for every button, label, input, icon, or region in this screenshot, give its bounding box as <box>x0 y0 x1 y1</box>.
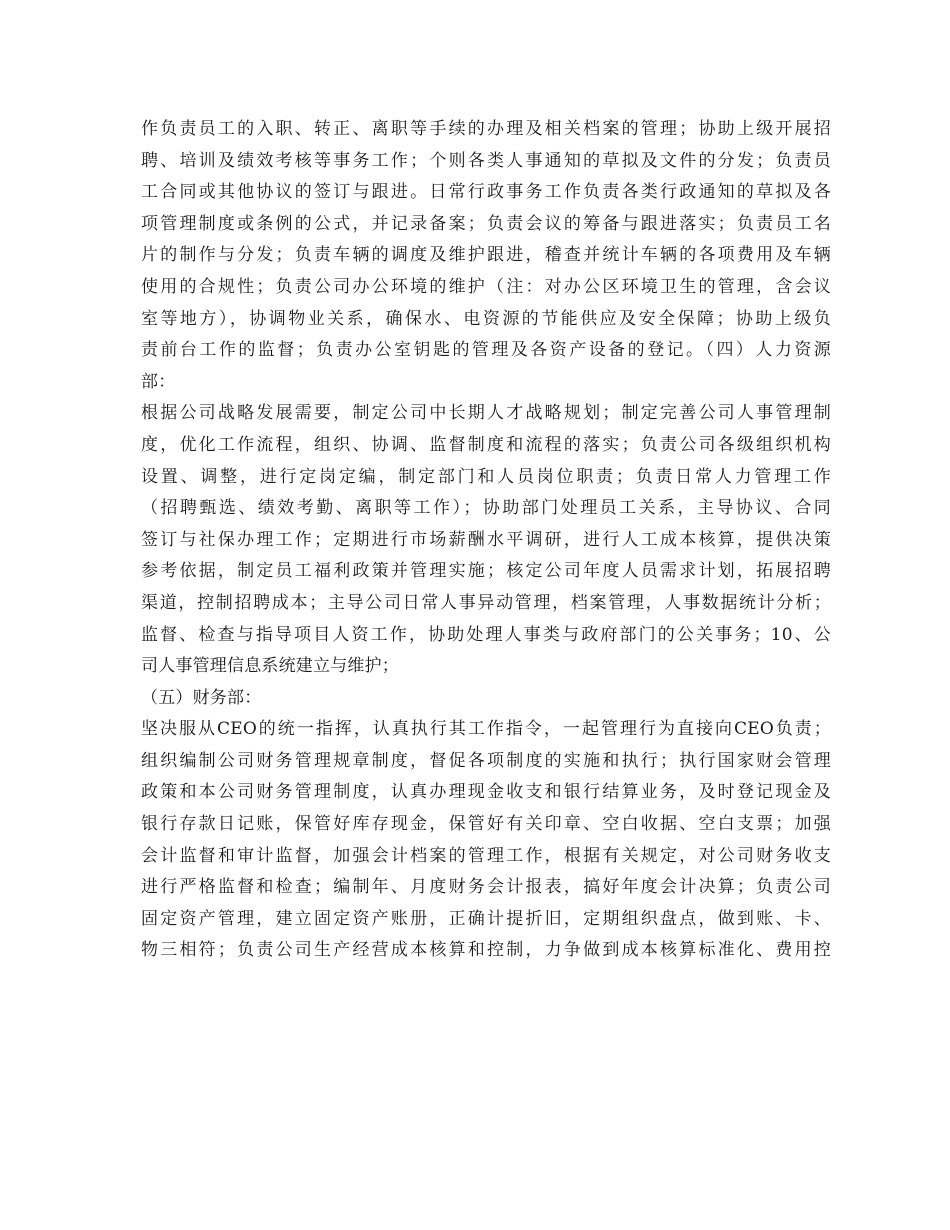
text-line: 坚决服从CEO的统一指挥，认真执行其工作指令，一起管理行为直接向CEO负责； <box>141 719 831 740</box>
text-line: 使用的合规性；负责公司办公环境的维护（注：对办公区环境卫生的管理，含会议 <box>141 276 831 297</box>
text-line: 银行存款日记账，保管好库存现金，保管好有关印章、空白收据、空白支票；加强 <box>141 814 831 835</box>
body-text <box>141 114 831 967</box>
text-line: 责前台工作的监督；负责办公室钥匙的管理及各资产设备的登记。（四）人力资源 <box>141 340 831 361</box>
text-line: 进行严格监督和检查；编制年、月度财务会计报表，搞好年度会计决算；负责公司 <box>141 877 831 898</box>
text-line: 项管理制度或条例的公式，并记录备案；负责会议的筹备与跟进落实；负责员工名 <box>141 213 831 234</box>
text-line: 物三相符；负责公司生产经营成本核算和控制，力争做到成本核算标准化、费用控 <box>141 940 831 961</box>
text-line: 设置、调整，进行定岗定编，制定部门和人员岗位职责；负责日常人力管理工作 <box>141 466 831 487</box>
text-line: （五）财务部： <box>141 687 262 708</box>
text-line: 工合同或其他协议的签订与跟进。日常行政事务工作负责各类行政通知的草拟及各 <box>141 182 831 203</box>
text-line: （招聘甄选、绩效考勤、离职等工作）；协助部门处理员工关系，主导协议、合同 <box>141 498 831 519</box>
text-line: 室等地方），协调物业关系，确保水、电资源的节能供应及安全保障；协助上级负 <box>141 308 831 329</box>
text-line: 部： <box>141 371 176 392</box>
text-line: 片的制作与分发；负责车辆的调度及维护跟进，稽查并统计车辆的各项费用及车辆 <box>141 245 831 266</box>
text-line: 监督、检查与指导项目人资工作，协助处理人事类与政府部门的公关事务；10、公 <box>141 624 831 645</box>
text-line: 政策和本公司财务管理制度，认真办理现金收支和银行结算业务，及时登记现金及 <box>141 782 831 803</box>
text-line: 组织编制公司财务管理规章制度，督促各项制度的实施和执行；执行国家财会管理 <box>141 750 831 771</box>
text-line: 司人事管理信息系统建立与维护； <box>141 656 399 677</box>
text-line: 渠道，控制招聘成本；主导公司日常人事异动管理，档案管理，人事数据统计分析； <box>141 592 831 613</box>
text-line: 会计监督和审计监督，加强会计档案的管理工作，根据有关规定，对公司财务收支 <box>141 845 831 866</box>
text-line: 参考依据，制定员工福利政策并管理实施；核定公司年度人员需求计划，拓展招聘 <box>141 561 831 582</box>
text-line: 根据公司战略发展需要，制定公司中长期人才战略规划；制定完善公司人事管理制 <box>141 403 831 424</box>
text-line: 聘、培训及绩效考核等事务工作；个则各类人事通知的草拟及文件的分发；负责员 <box>141 150 831 171</box>
text-line: 作负责员工的入职、转正、离职等手续的办理及相关档案的管理；协助上级开展招 <box>141 119 831 139</box>
text-line: 度，优化工作流程，组织、协调、监督制度和流程的落实；负责公司各级组织机构 <box>141 434 831 455</box>
text-line: 固定资产管理，建立固定资产账册，正确计提折旧，定期组织盘点，做到账、卡、 <box>141 908 831 929</box>
text-line: 签订与社保办理工作；定期进行市场薪酬水平调研，进行人工成本核算，提供决策 <box>141 529 831 550</box>
